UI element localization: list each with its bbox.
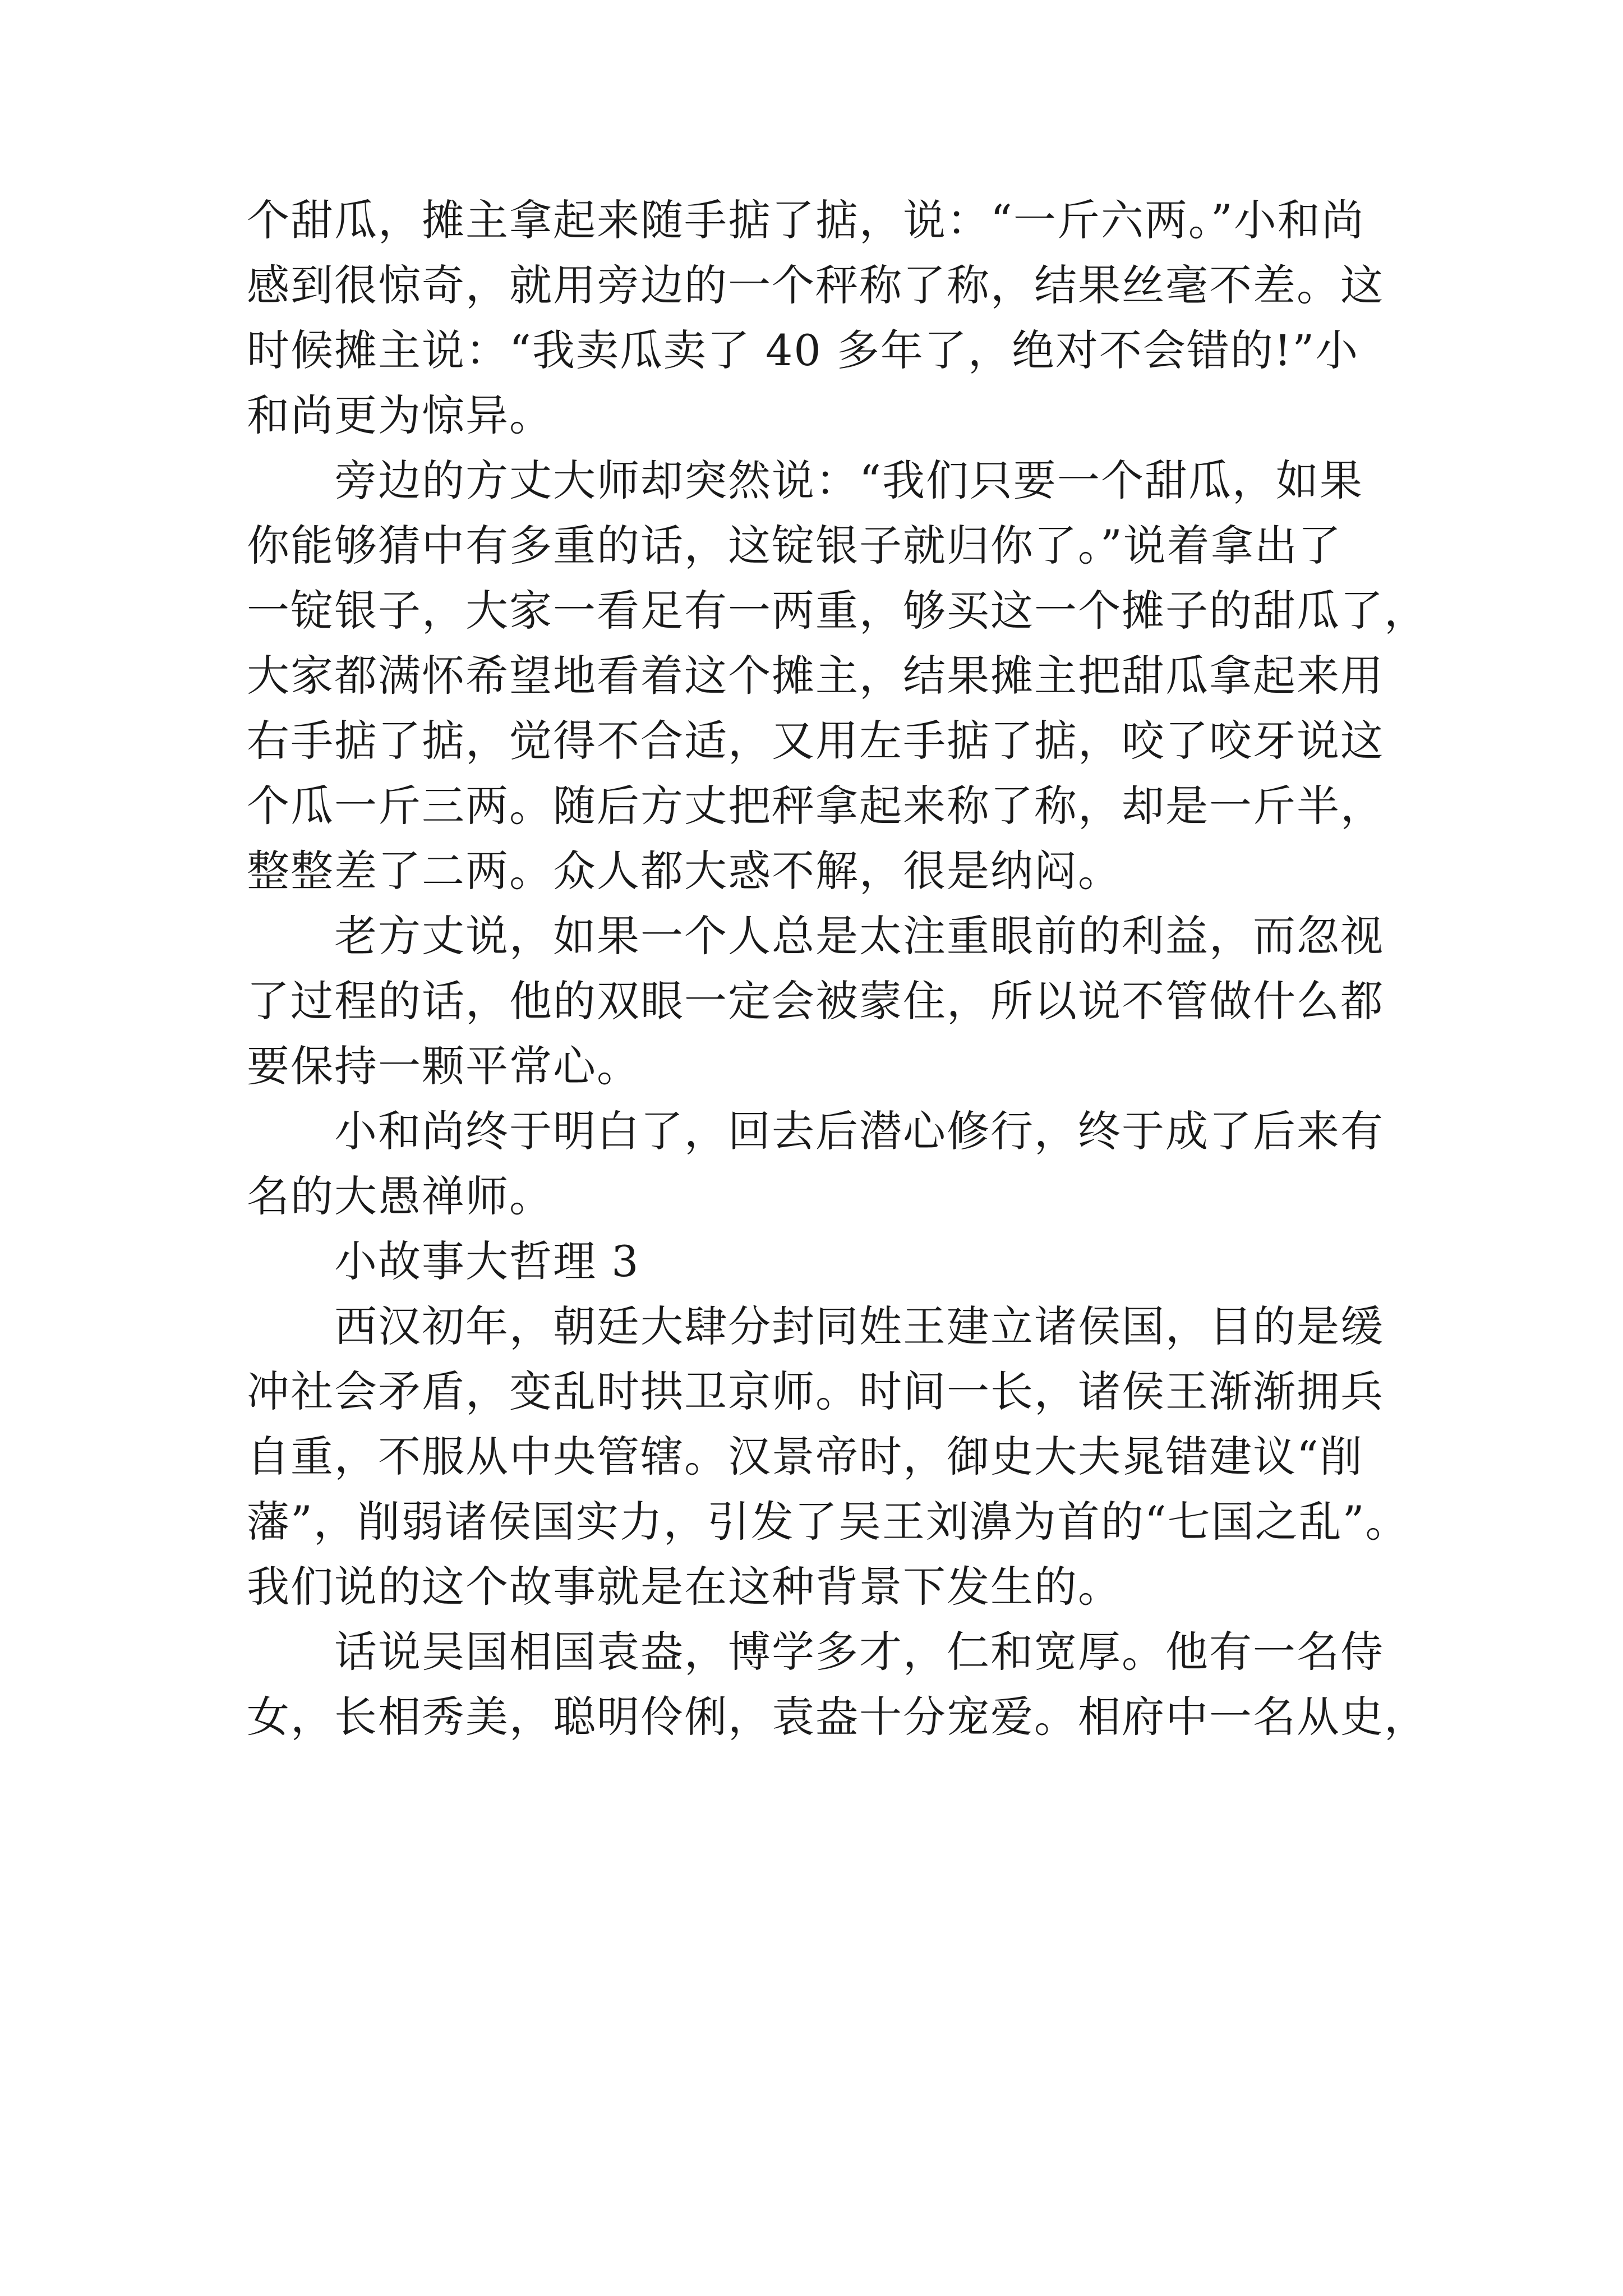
text-line: 个瓜一斤三两。随后方丈把秤拿起来称了称，却是一斤半， — [247, 781, 1384, 831]
text-line: 感到很惊奇，就用旁边的一个秤称了称，结果丝毫不差。这 — [247, 260, 1384, 310]
text-line: 小和尚终于明白了，回去后潜心修行，终于成了后来有 — [247, 1106, 1384, 1156]
section-heading: 小故事大哲理 3 — [247, 1236, 640, 1286]
text-line: 时候摊主说：“我卖瓜卖了 40 多年了，绝对不会错的!”小 — [247, 325, 1359, 375]
text-line: 大家都满怀希望地看着这个摊主，结果摊主把甜瓜拿起来用 — [247, 651, 1384, 701]
text-line: 话说吴国相国袁盎，博学多才，仁和宽厚。他有一名侍 — [247, 1627, 1384, 1677]
text-line: 西汉初年，朝廷大肆分封同姓王建立诸侯国，目的是缓 — [247, 1301, 1384, 1351]
text-line: 右手掂了掂，觉得不合适，又用左手掂了掂，咬了咬牙说这 — [247, 716, 1384, 766]
text-line: 整整差了二两。众人都大惑不解，很是纳闷。 — [247, 846, 1122, 896]
text-line: 旁边的方丈大师却突然说：“我们只要一个甜瓜，如果 — [247, 455, 1363, 505]
text-line: 一锭银子，大家一看足有一两重，够买这一个摊子的甜瓜了， — [247, 586, 1428, 636]
document-body — [247, 188, 1458, 1750]
text-line: 女，长相秀美，聪明伶俐，袁盎十分宠爱。相府中一名从史， — [247, 1692, 1428, 1742]
text-line: 要保持一颗平常心。 — [247, 1041, 640, 1091]
text-line: 个甜瓜，摊主拿起来随手掂了掂，说：“一斤六两。”小和尚 — [247, 195, 1365, 245]
text-line: 你能够猜中有多重的话，这锭银子就归你了。”说着拿出了 — [247, 521, 1342, 570]
text-line: 老方丈说，如果一个人总是太注重眼前的利益，而忽视 — [247, 911, 1384, 961]
text-line: 我们说的这个故事就是在这种背景下发生的。 — [247, 1562, 1122, 1612]
text-line: 和尚更为惊异。 — [247, 390, 553, 440]
text-line: 自重，不服从中央管辖。汉景帝时，御史大夫晁错建议“削 — [247, 1432, 1363, 1481]
text-line: 冲社会矛盾，变乱时拱卫京师。时间一长，诸侯王渐渐拥兵 — [247, 1366, 1384, 1416]
text-line: 藩”，削弱诸侯国实力，引发了吴王刘濞为首的“七国之乱”。 — [247, 1497, 1409, 1547]
text-line: 了过程的话，他的双眼一定会被蒙住，所以说不管做什么都 — [247, 976, 1384, 1026]
text-line: 名的大愚禅师。 — [247, 1171, 553, 1221]
